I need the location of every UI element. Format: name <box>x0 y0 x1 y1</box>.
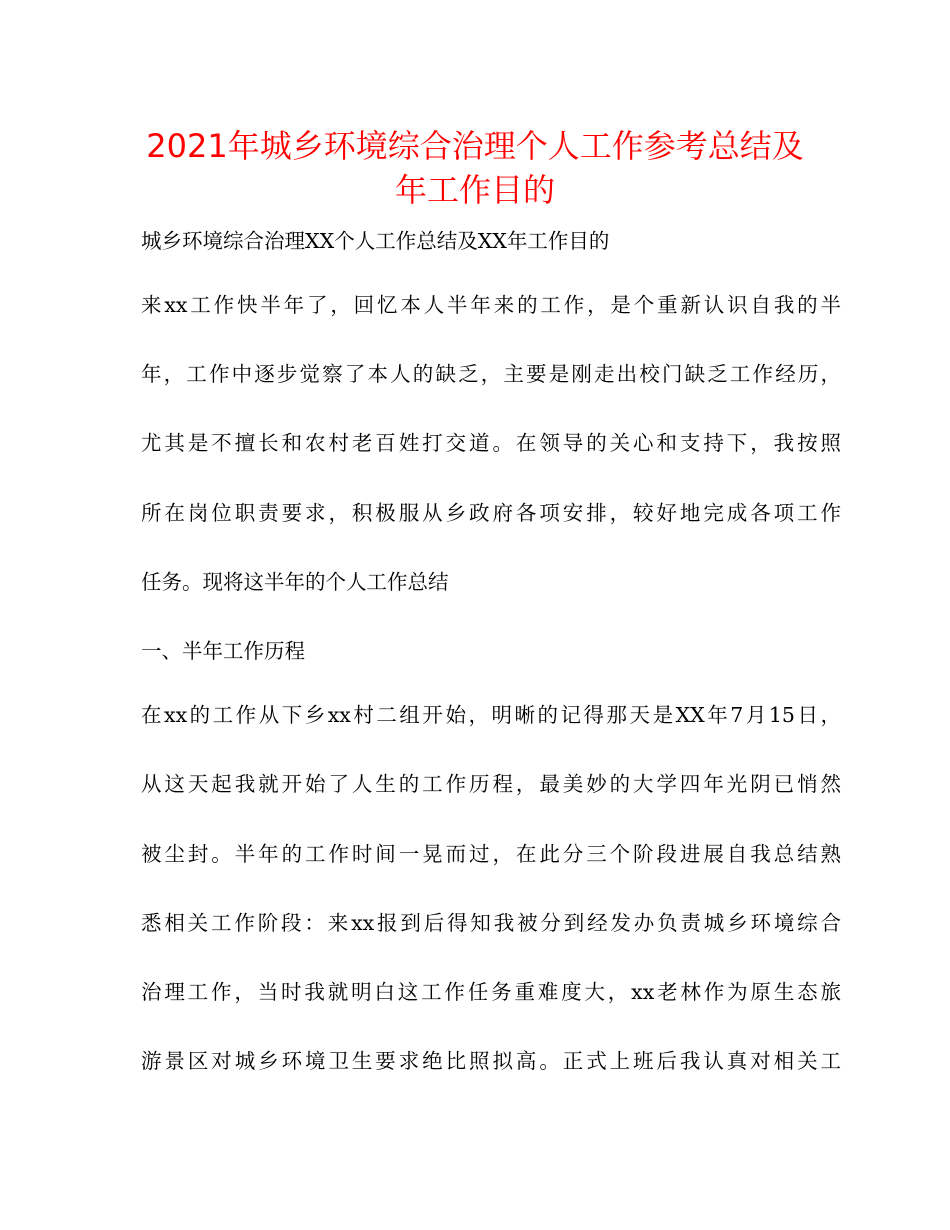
paragraph-2-line-3: 被尘封。半年的工作时间一晃而过，在此分三个阶段进展自我总结熟 <box>141 842 841 866</box>
paragraph-1-line-5: 任务。现将这半年的个人工作总结 <box>141 570 449 594</box>
document-subtitle: 城乡环境综合治理XX个人工作总结及XX年工作目的 <box>141 229 610 253</box>
section-1-heading: 一、半年工作历程 <box>141 639 305 663</box>
document-title-line-1: 2021年城乡环境综合治理个人工作参考总结及 <box>146 127 804 165</box>
paragraph-1-line-1: 来xx工作快半年了，回忆本人半年来的工作，是个重新认识自我的半 <box>141 293 841 317</box>
paragraph-2-line-1: 在xx的工作从下乡xx村二组开始，明晰的记得那天是XX年7月15日， <box>141 703 841 727</box>
paragraph-2-line-6: 游景区对城乡环境卫生要求绝比照拟高。正式上班后我认真对相关工 <box>141 1049 841 1073</box>
paragraph-1-line-3: 尤其是不擅长和农村老百姓打交道。在领导的关心和支持下，我按照 <box>141 431 841 455</box>
paragraph-2-line-2: 从这天起我就开始了人生的工作历程，最美妙的大学四年光阴已悄然 <box>141 772 841 796</box>
paragraph-1-line-2: 年，工作中逐步觉察了本人的缺乏，主要是刚走出校门缺乏工作经历， <box>141 362 841 386</box>
paragraph-2-line-5: 治理工作，当时我就明白这工作任务重难度大，xx老林作为原生态旅 <box>141 980 841 1004</box>
paragraph-1-line-4: 所在岗位职责要求，积极服从乡政府各项安排，较好地完成各项工作 <box>141 501 841 525</box>
document-title-line-2: 年工作目的 <box>394 171 555 209</box>
paragraph-2-line-4: 悉相关工作阶段：来xx报到后得知我被分到经发办负责城乡环境综合 <box>141 911 841 935</box>
